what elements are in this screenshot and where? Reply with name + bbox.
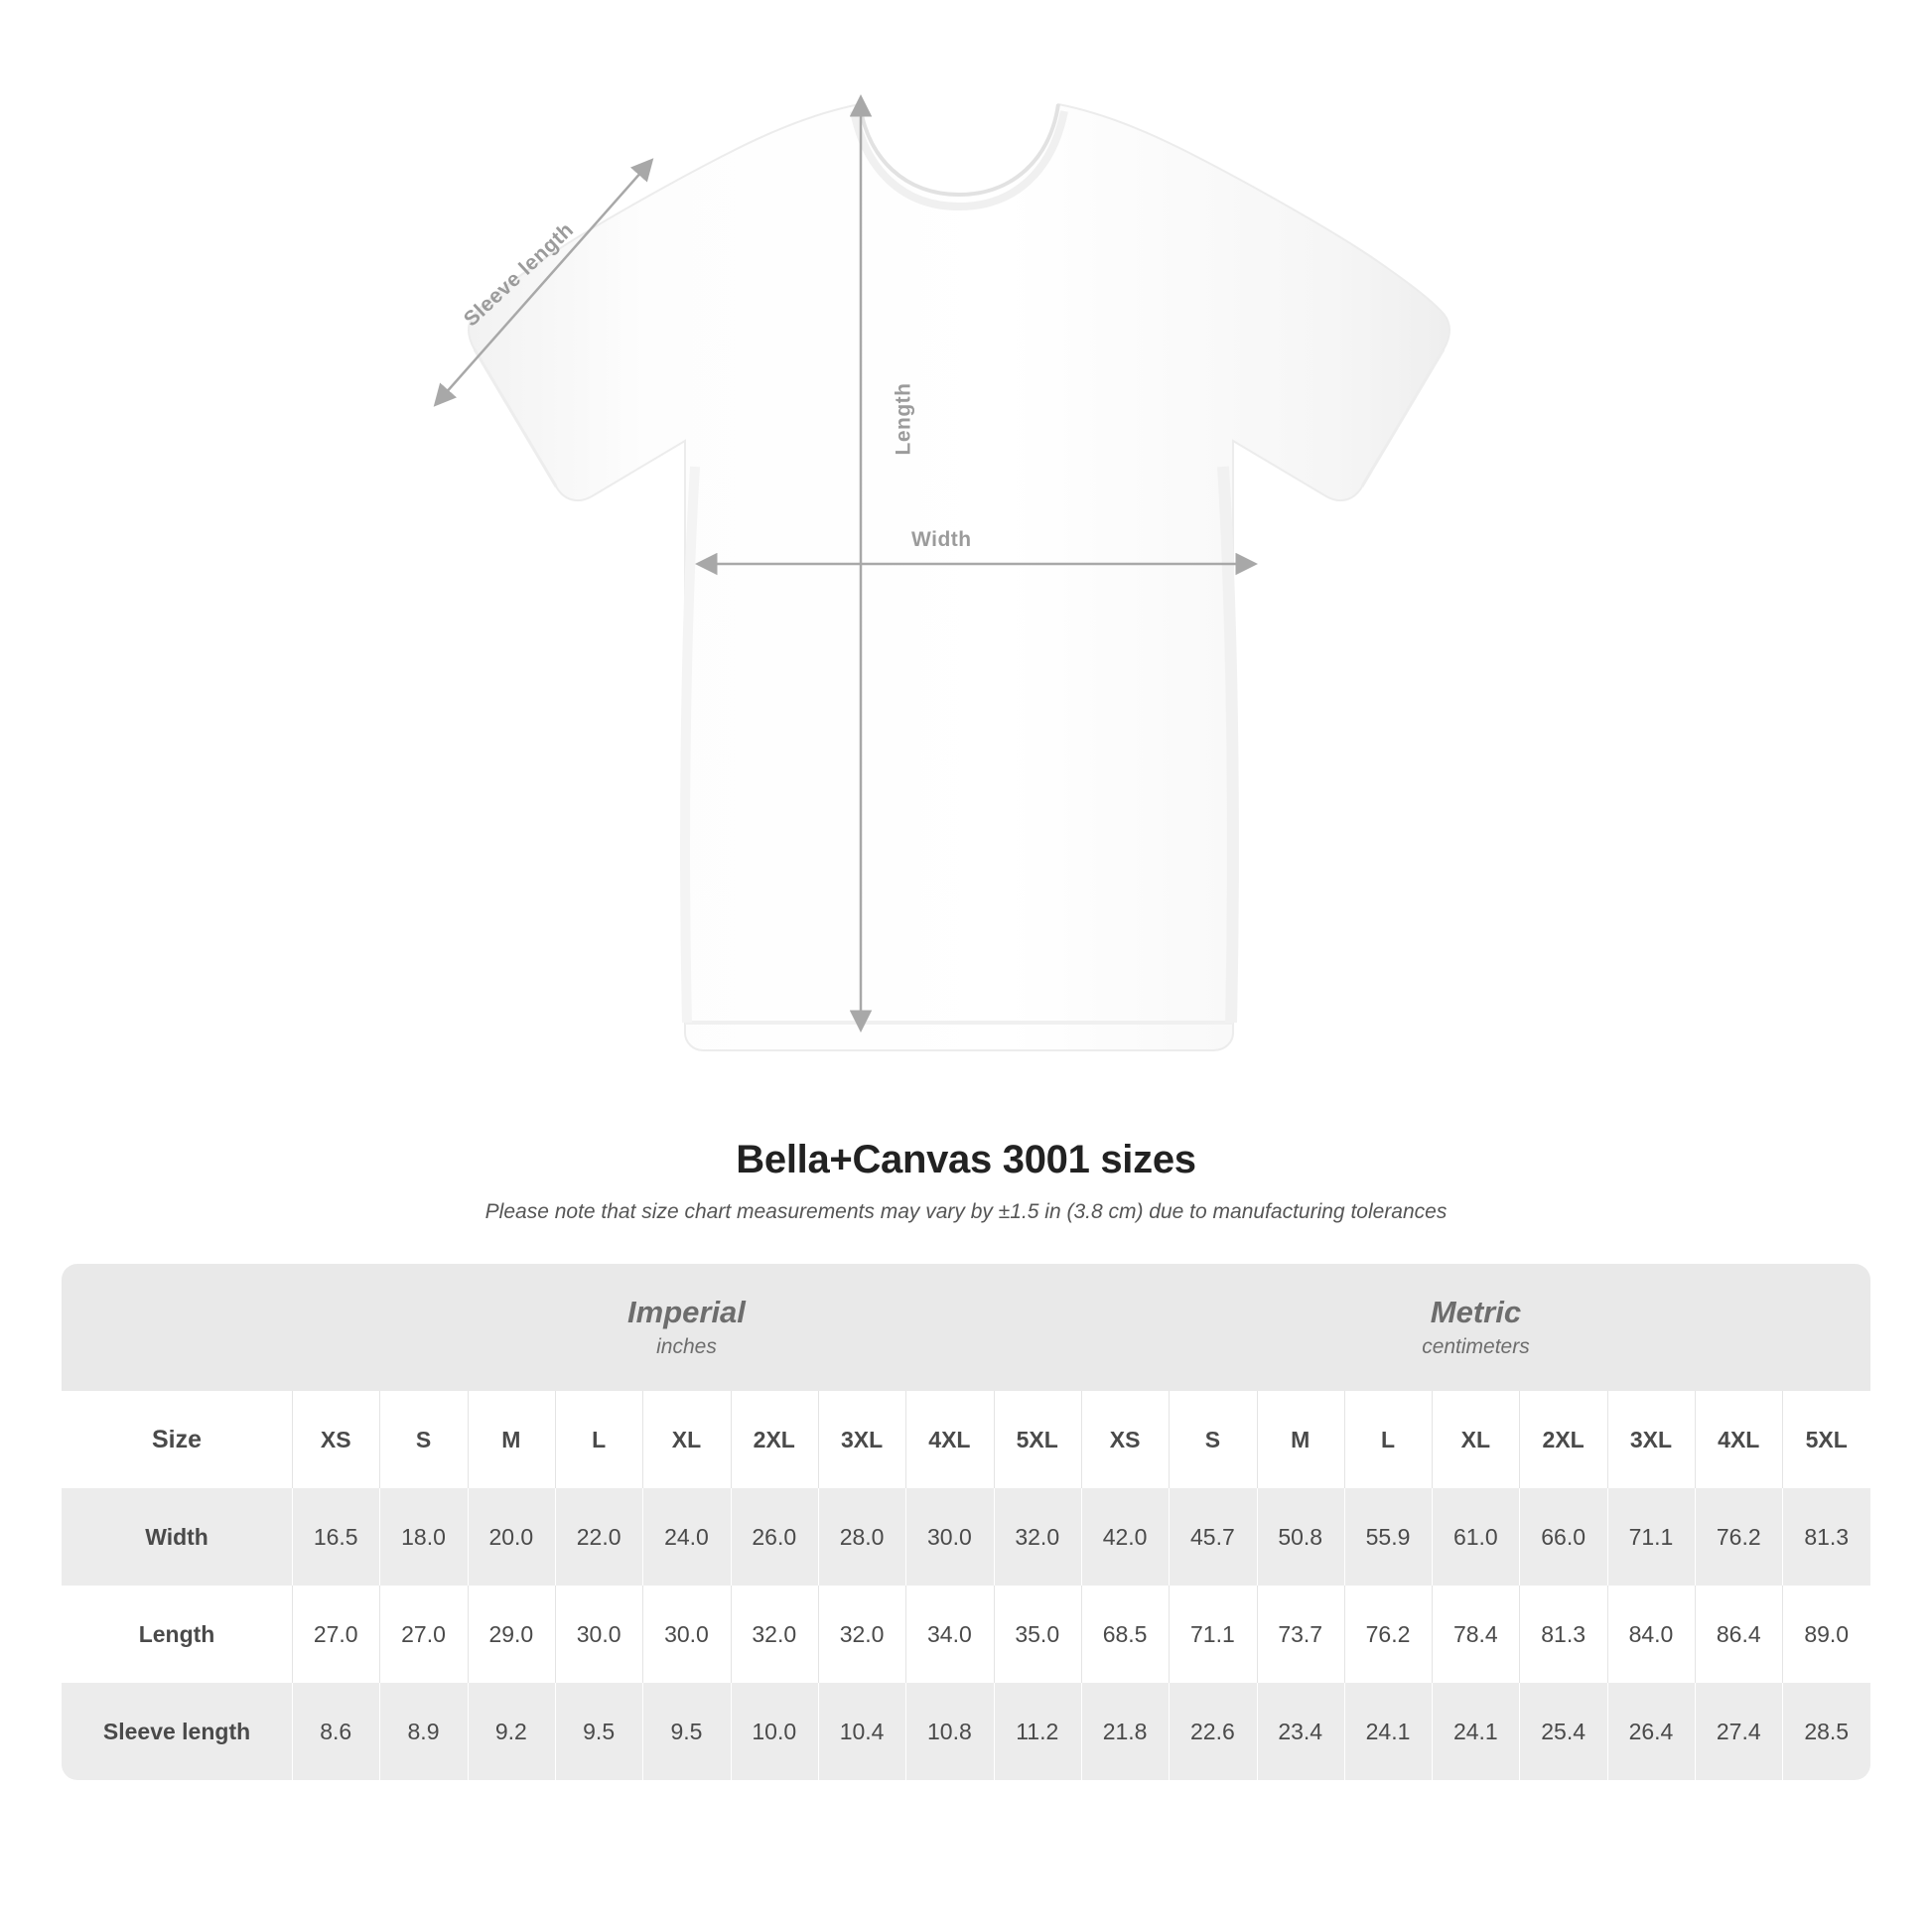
size-header-cell: 3XL [818,1391,905,1488]
table-cell: 26.4 [1607,1683,1695,1780]
table-cell: 20.0 [468,1488,555,1586]
table-cell: 35.0 [994,1586,1081,1683]
table-cell: 81.3 [1782,1488,1870,1586]
table-cell: 84.0 [1607,1586,1695,1683]
size-header-cell: M [1257,1391,1344,1488]
size-table-wrapper [62,1264,1870,1780]
size-header-cell: 5XL [1782,1391,1870,1488]
size-header-cell: L [555,1391,642,1488]
row-label: Length [62,1586,292,1683]
table-cell: 71.1 [1607,1488,1695,1586]
table-cell: 66.0 [1519,1488,1606,1586]
tolerance-note: Please note that size chart measurements may vary by ±1.5 in (3.8 cm) due to manufacturing tolerances [484,1200,1448,1223]
group-header-imperial [292,1264,1081,1391]
size-header-cell: M [468,1391,555,1488]
table-cell: 32.0 [994,1488,1081,1586]
size-header-cell: 3XL [1607,1391,1695,1488]
tshirt-shape [469,104,1449,1050]
table-cell: 22.0 [555,1488,642,1586]
size-table [62,1264,1870,1780]
title-block [0,1138,1932,1224]
table-cell: 30.0 [642,1586,730,1683]
table-cell: 32.0 [731,1586,818,1683]
size-header-cell: XS [1081,1391,1169,1488]
table-cell: 32.0 [818,1586,905,1683]
table-cell: 16.5 [292,1488,379,1586]
table-cell: 68.5 [1081,1586,1169,1683]
table-cell: 10.4 [818,1683,905,1780]
table-cell: 45.7 [1169,1488,1256,1586]
table-cell: 9.5 [555,1683,642,1780]
table-cell: 11.2 [994,1683,1081,1780]
table-cell: 10.8 [905,1683,993,1780]
imperial-title: Imperial [627,1294,746,1329]
size-header-cell: 4XL [1695,1391,1782,1488]
table-row [62,1683,1870,1780]
size-header-cell: XS [292,1391,379,1488]
table-cell: 21.8 [1081,1683,1169,1780]
imperial-unit: inches [656,1335,717,1359]
table-cell: 29.0 [468,1586,555,1683]
table-cell: 24.1 [1344,1683,1432,1780]
table-cell: 27.0 [379,1586,467,1683]
table-cell: 71.1 [1169,1586,1256,1683]
table-cell: 22.6 [1169,1683,1256,1780]
table-cell: 28.0 [818,1488,905,1586]
table-cell: 8.6 [292,1683,379,1780]
table-row [62,1586,1870,1683]
table-cell: 81.3 [1519,1586,1606,1683]
size-header-cell: 5XL [994,1391,1081,1488]
size-header-cell: 2XL [1519,1391,1606,1488]
size-header-cell: 2XL [731,1391,818,1488]
table-cell: 30.0 [555,1586,642,1683]
sleeve-length-label: Sleeve length [459,217,579,332]
unit-group-header-row [62,1264,1870,1391]
table-cell: 10.0 [731,1683,818,1780]
table-cell: 24.0 [642,1488,730,1586]
size-header-cell: L [1344,1391,1432,1488]
table-cell: 55.9 [1344,1488,1432,1586]
width-label: Width [911,528,972,551]
table-cell: 78.4 [1432,1586,1519,1683]
table-cell: 50.8 [1257,1488,1344,1586]
table-cell: 24.1 [1432,1683,1519,1780]
size-header-cell: S [379,1391,467,1488]
table-cell: 28.5 [1782,1683,1870,1780]
table-cell: 61.0 [1432,1488,1519,1586]
row-label: Sleeve length [62,1683,292,1780]
table-cell: 86.4 [1695,1586,1782,1683]
row-label: Width [62,1488,292,1586]
table-cell: 26.0 [731,1488,818,1586]
metric-title: Metric [1430,1294,1522,1329]
table-cell: 18.0 [379,1488,467,1586]
table-row [62,1488,1870,1586]
table-cell: 9.2 [468,1683,555,1780]
table-cell: 8.9 [379,1683,467,1780]
table-cell: 25.4 [1519,1683,1606,1780]
size-header-row [62,1391,1870,1488]
table-cell: 42.0 [1081,1488,1169,1586]
size-header-label: Size [62,1391,292,1488]
length-label: Length [892,382,915,456]
table-cell: 34.0 [905,1586,993,1683]
table-cell: 30.0 [905,1488,993,1586]
group-header-metric [1081,1264,1870,1391]
metric-unit: centimeters [1422,1335,1530,1359]
group-header-spacer [62,1264,292,1391]
size-header-cell: 4XL [905,1391,993,1488]
size-header-cell: XL [1432,1391,1519,1488]
table-cell: 73.7 [1257,1586,1344,1683]
size-header-cell: XL [642,1391,730,1488]
page-title: Bella+Canvas 3001 sizes [736,1138,1196,1181]
table-cell: 27.4 [1695,1683,1782,1780]
table-cell: 9.5 [642,1683,730,1780]
size-header-cell: S [1169,1391,1256,1488]
table-cell: 89.0 [1782,1586,1870,1683]
table-cell: 76.2 [1695,1488,1782,1586]
table-cell: 76.2 [1344,1586,1432,1683]
table-cell: 27.0 [292,1586,379,1683]
table-cell: 23.4 [1257,1683,1344,1780]
